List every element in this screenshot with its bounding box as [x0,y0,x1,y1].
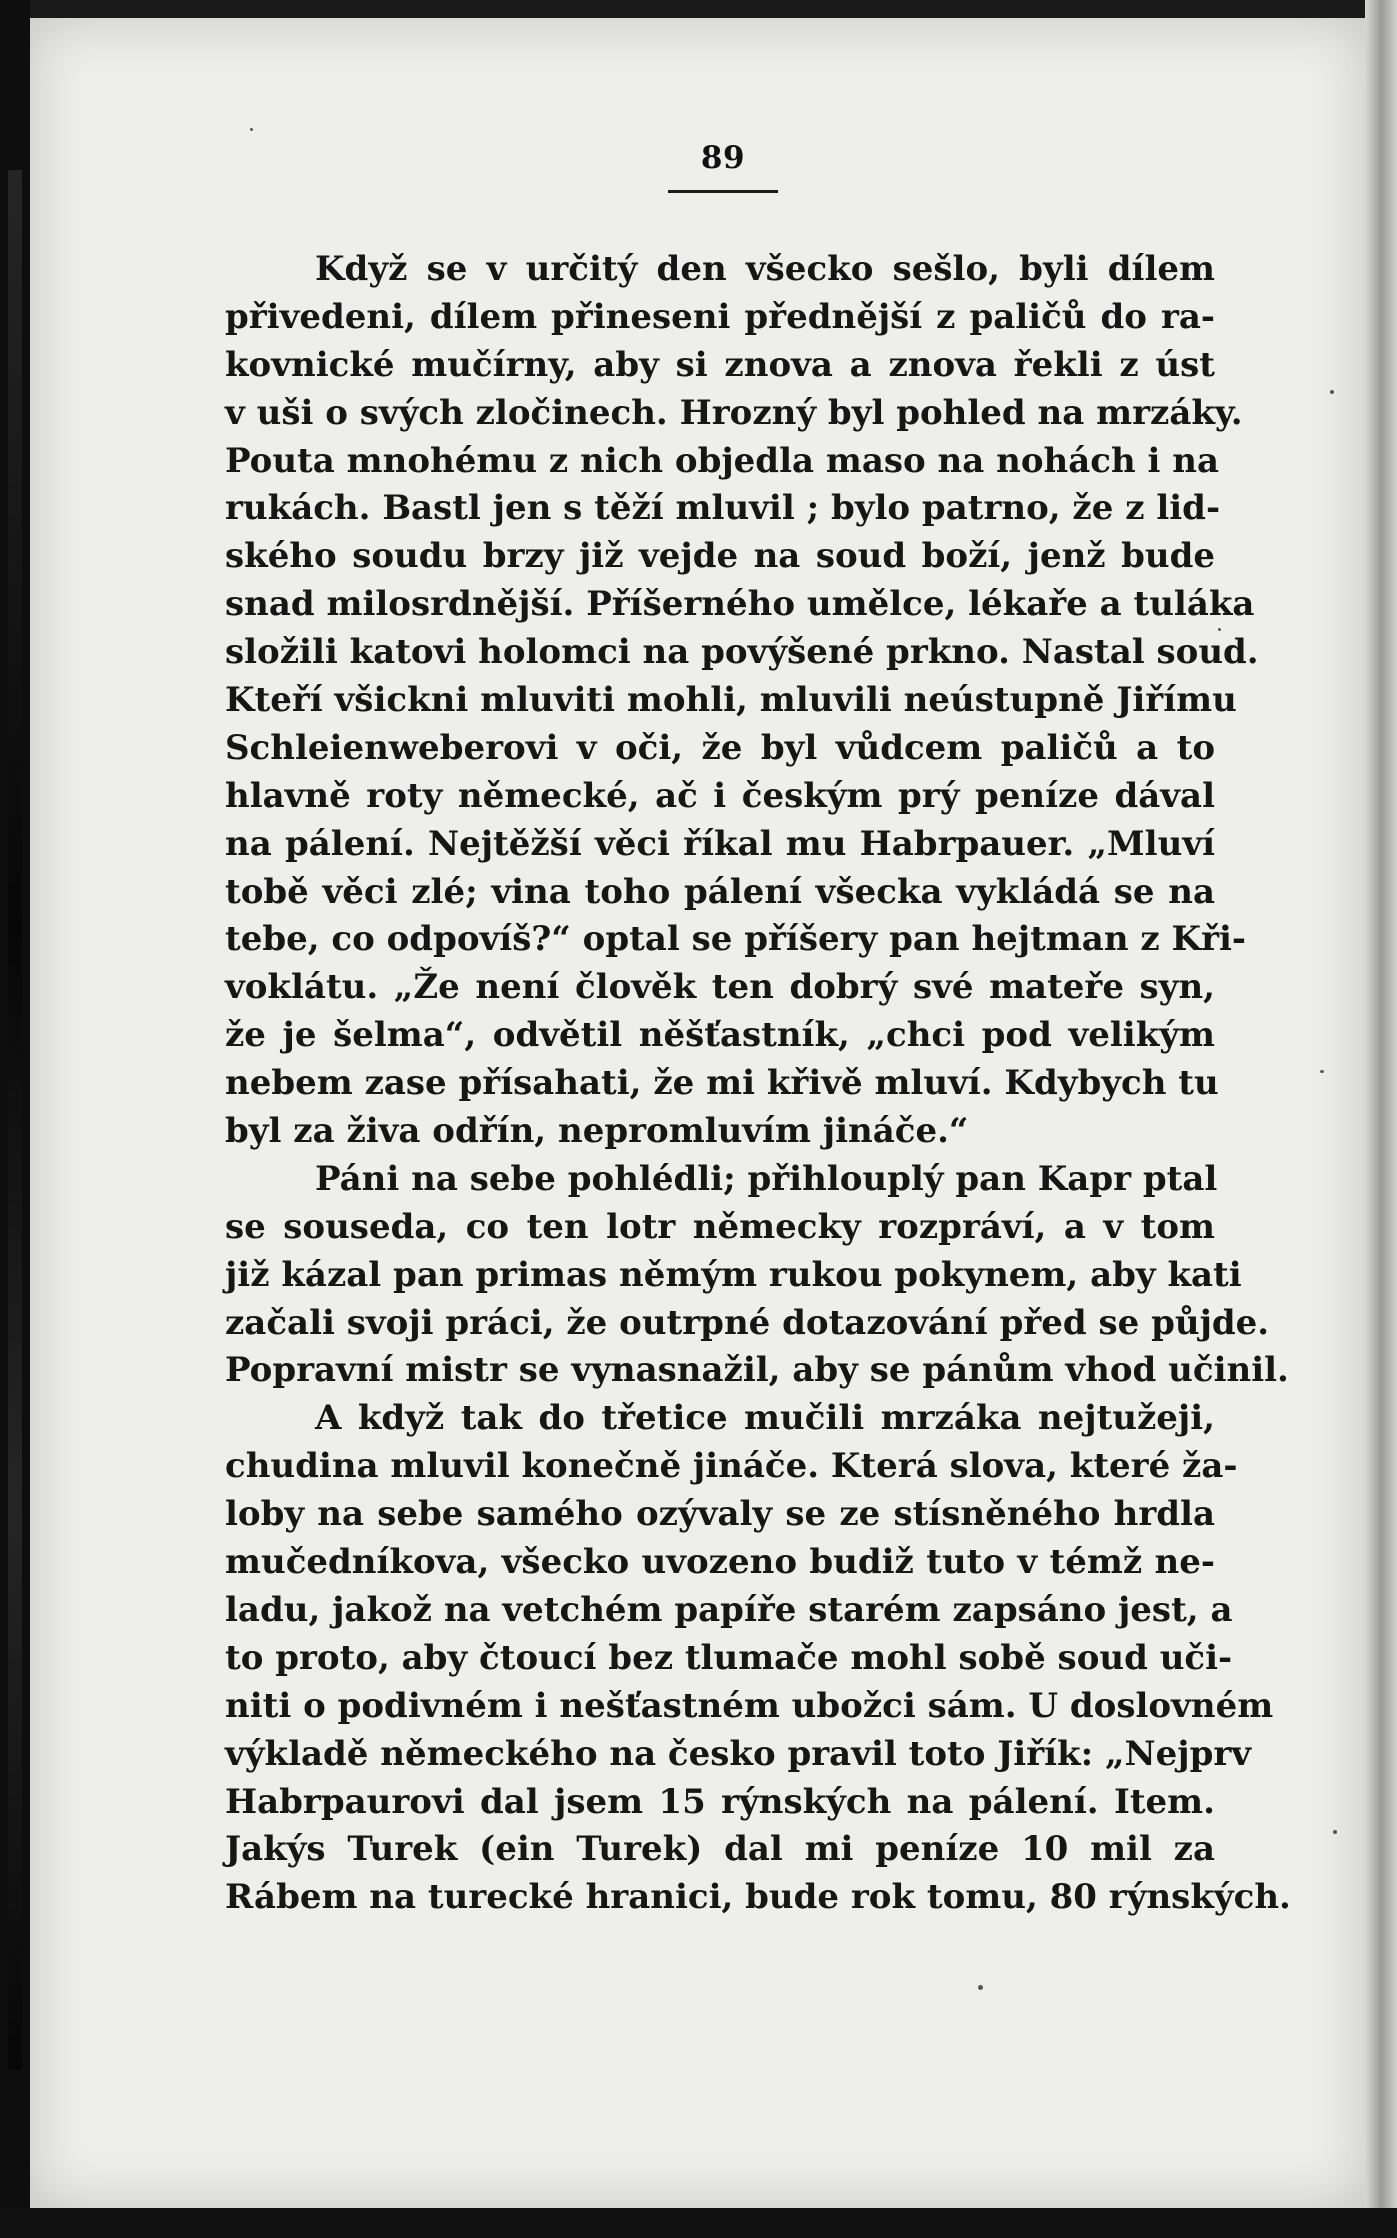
text-line: na pálení. Nejtěžší věci říkal mu Habrpauer. „Mluví [225,823,1215,864]
text-line: Popravní mistr se vynasnažil, aby se pánům vhod učinil. [225,1350,1289,1391]
page-bottom-edge [0,2208,1397,2238]
text-line: tebe, co odpovíš?“ optal se příšery pan hejtman z Kři- [225,919,1247,960]
page-right-edge [1365,0,1397,2238]
text-line: přivedeni, dílem přineseni přednější z paličů do ra- [225,296,1215,337]
text-line: to proto, aby čtoucí bez tlumače mohl sobě soud uči- [225,1637,1233,1678]
text-line: loby na sebe samého ozývaly se ze stísněného hrdla [225,1494,1215,1535]
text-line: Rábem na turecké hranici, bude rok tomu, 80 rýnských. [225,1877,1291,1918]
text-line: kovnické mučírny, aby si znova a znova řekli z úst [225,344,1215,385]
text-line: hlavně roty německé, ač i českým prý peníze dával [225,775,1215,816]
text-line: Habrpaurovi dal jsem 15 rýnských na pálení. Item. [225,1781,1215,1822]
page-number: 89 [700,140,746,176]
text-line: byl za živa odřín, nepromluvím jináče.“ [225,1111,969,1152]
text-line: snad milosrdnější. Příšerného umělce, lékaře a tuláka [225,584,1255,625]
binding-edge [0,0,30,2238]
text-line: rukách. Bastl jen s těží mluvil ; bylo patrno, že z lid- [225,488,1221,529]
text-line: složili katovi holomci na povýšené prkno. Nastal soud. [225,632,1259,673]
text-line: již kázal pan primas němým rukou pokynem, aby kati [225,1254,1242,1295]
text-line: Pouta mnohému z nich objedla maso na nohách i na [225,440,1220,481]
text-line: začali svoji práci, že outrpné dotazování před se půjde. [225,1302,1270,1343]
text-line: nebem zase přísahati, že mi křivě mluví. Kdybych tu [225,1063,1219,1104]
text-line: mučedníkova, všecko uvozeno budiž tuto v témž ne- [225,1542,1215,1583]
text-line: se souseda, co ten lotr německy rozpráví, a v tom [225,1206,1215,1247]
text-line: výkladě německého na česko pravil toto Jiřík: „Nejprv [225,1733,1252,1774]
text-line: v uši o svých zločinech. Hrozný byl pohled na mrzáky. [225,392,1243,433]
text-line: ladu, jakož na vetchém papíře starém zapsáno jest, a [225,1589,1233,1630]
text-line: Když se v určitý den všecko sešlo, byli dílem [315,249,1215,289]
text-line: Schleienweberovi v oči, že byl vůdcem paličů a to [225,727,1215,768]
page-number-rule [668,190,778,193]
text-line: Jakýs Turek (ein Turek) dal mi peníze 10 mil za [225,1829,1215,1870]
text-line: voklátu. „Že není člověk ten dobrý své mateře syn, [225,967,1215,1008]
text-line: niti o podivném i nešťastném ubožci sám. U doslovném [225,1685,1274,1726]
text-line: Kteří všickni mluviti mohli, mluvili neústupně Jiřímu [225,680,1237,721]
text-line: A když tak do třetice mučili mrzáka nejtužeji, [315,1398,1215,1439]
text-line: ského soudu brzy již vejde na soud boží, jenž bude [225,536,1215,577]
body-text [225,246,1291,1922]
text-line: chudina mluvil konečně jináče. Která slova, které ža- [225,1446,1238,1487]
text-line: tobě věci zlé; vina toho pálení všecka vykládá se na [225,871,1215,912]
text-line: že je šelma“, odvětil něšťastník, „chci pod velikým [225,1015,1215,1056]
text-line: Páni na sebe pohlédli; přihlouplý pan Kapr ptal [315,1158,1218,1199]
